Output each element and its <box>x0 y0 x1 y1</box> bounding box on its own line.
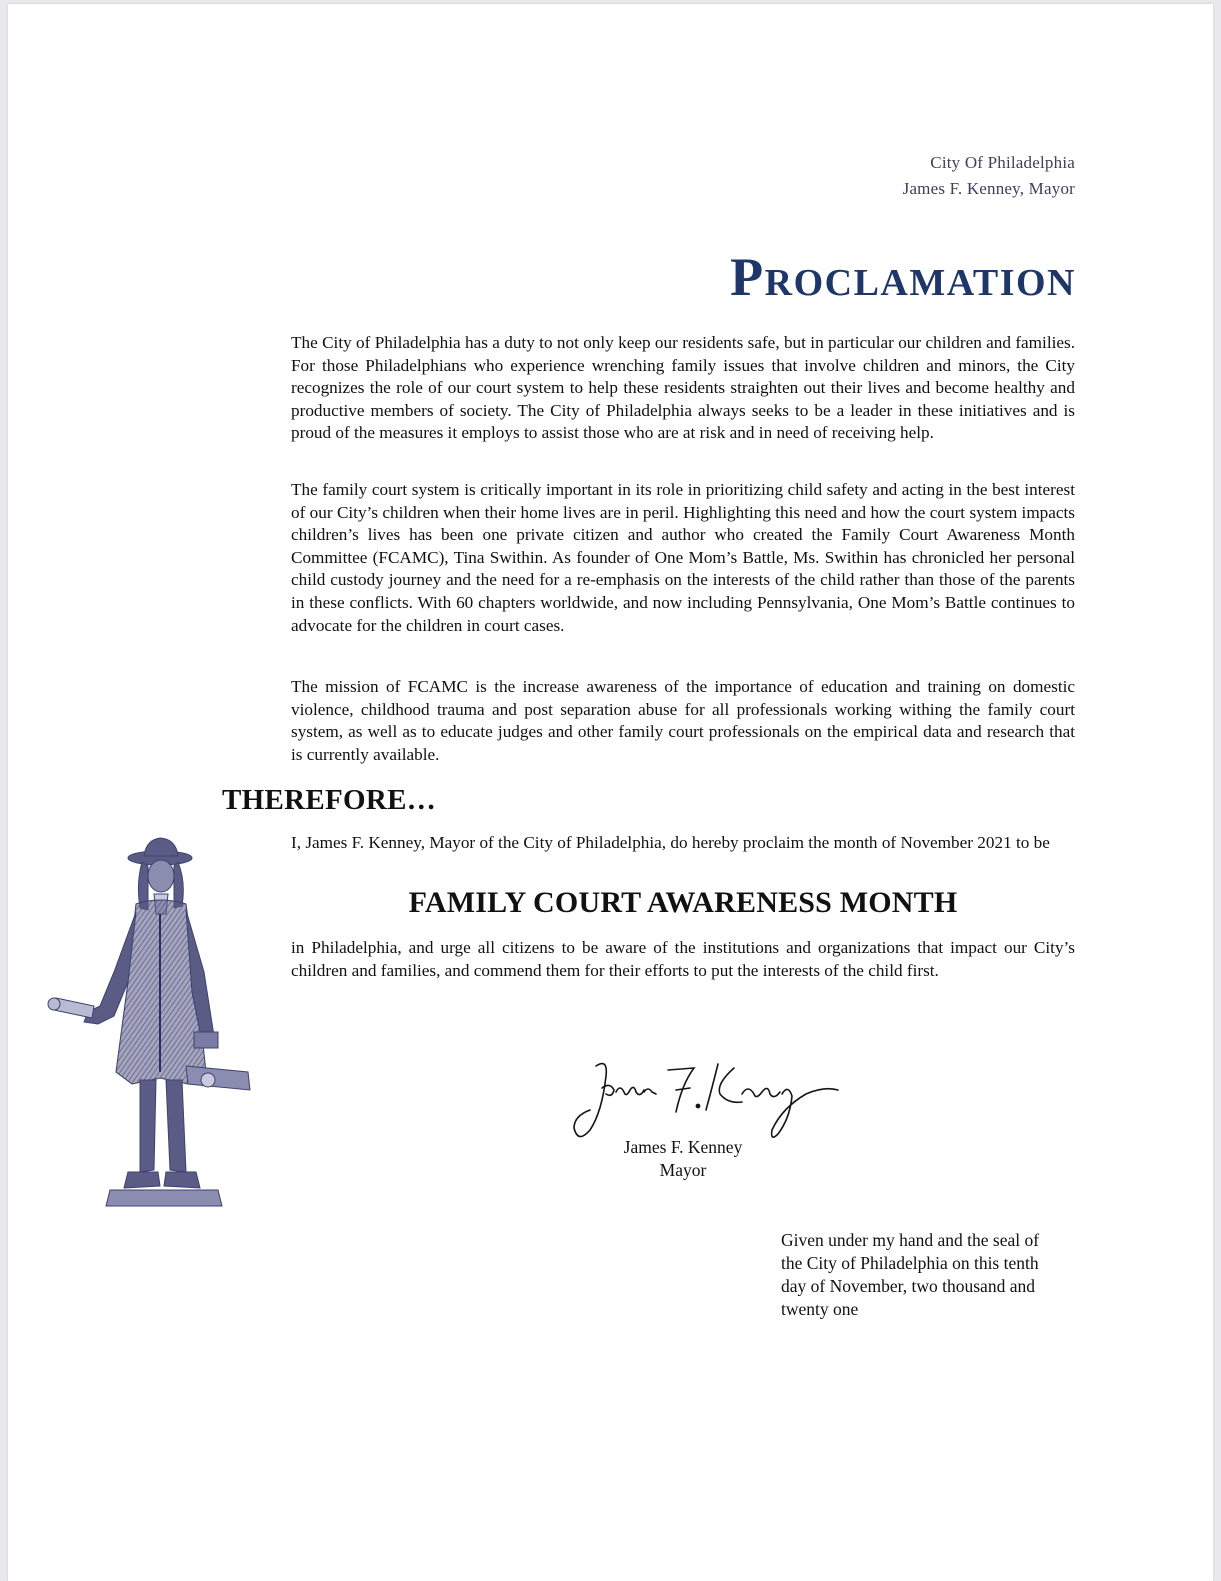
signer-name: James F. Kenney <box>623 1137 743 1157</box>
document-title: Proclamation <box>730 247 1076 307</box>
given-under-seal <box>781 1229 1075 1321</box>
paragraph-1: The City of Philadelphia has a duty to not only keep our residents safe, but in particular our children and families. For those Philadelphians who experience wrenching family issues that involve children and minors, the City recognizes the role of our court system to help these residents straighten out their lives and become healthy and productive members of society. The City of Philadelphia always seeks to be a leader in these initiatives and is proud of the measures it employs to assist those who are at risk and in need of receiving help. <box>291 333 1075 443</box>
letterhead-mayor: James F. Kenney, Mayor <box>902 179 1075 198</box>
mayor-signature <box>556 1054 846 1144</box>
proclamation-statement: I, James F. Kenney, Mayor of the City of Philadelphia, do hereby proclaim the month of November 2021 to be <box>291 833 1050 852</box>
given-line: Given under my hand and the seal of <box>781 1230 1040 1250</box>
letterhead <box>903 150 1075 202</box>
given-line: twenty one <box>781 1299 859 1319</box>
given-line: day of November, two thousand and <box>781 1276 1035 1296</box>
signer-title: Mayor <box>659 1160 707 1180</box>
urge-statement: in Philadelphia, and urge all citizens to be aware of the institutions and organizations that impact our City’s children and families, and commend them for their efforts to put the interests of the child first. <box>291 938 1075 980</box>
paragraph-2: The family court system is critically important in its role in prioritizing child safety and acting in the best interest of our City’s children when their home lives are in peril. Highlighting this need and how the court system impacts children’s lives has been one private citizen and author who created the Family Court Awareness Month Committee (FCAMC), Tina Swithin. As founder of One Mom’s Battle, Ms. Swithin has chronicled her personal child custody journey and the need for a re-emphasis on the interests of the child rather than those of the parents in these conflicts. With 60 chapters worldwide, and now including Pennsylvania, One Mom’s Battle continues to advocate for the children in court cases. <box>291 480 1075 635</box>
letterhead-city: City Of Philadelphia <box>930 153 1075 172</box>
paragraph-3: The mission of FCAMC is the increase awareness of the importance of education and training on domestic violence, childhood trauma and post separation abuse for all professionals working withing the family court system, as well as to educate judges and other family court professionals on the empirical data and research that is currently available. <box>291 677 1075 764</box>
proclamation-page <box>8 4 1213 1581</box>
therefore-heading: THEREFORE… <box>222 784 437 816</box>
william-penn-statue-illustration <box>36 822 264 1234</box>
signer-block <box>563 1136 803 1182</box>
awareness-month-title: FAMILY COURT AWARENESS MONTH <box>408 886 958 919</box>
given-line: the City of Philadelphia on this tenth <box>781 1253 1039 1273</box>
